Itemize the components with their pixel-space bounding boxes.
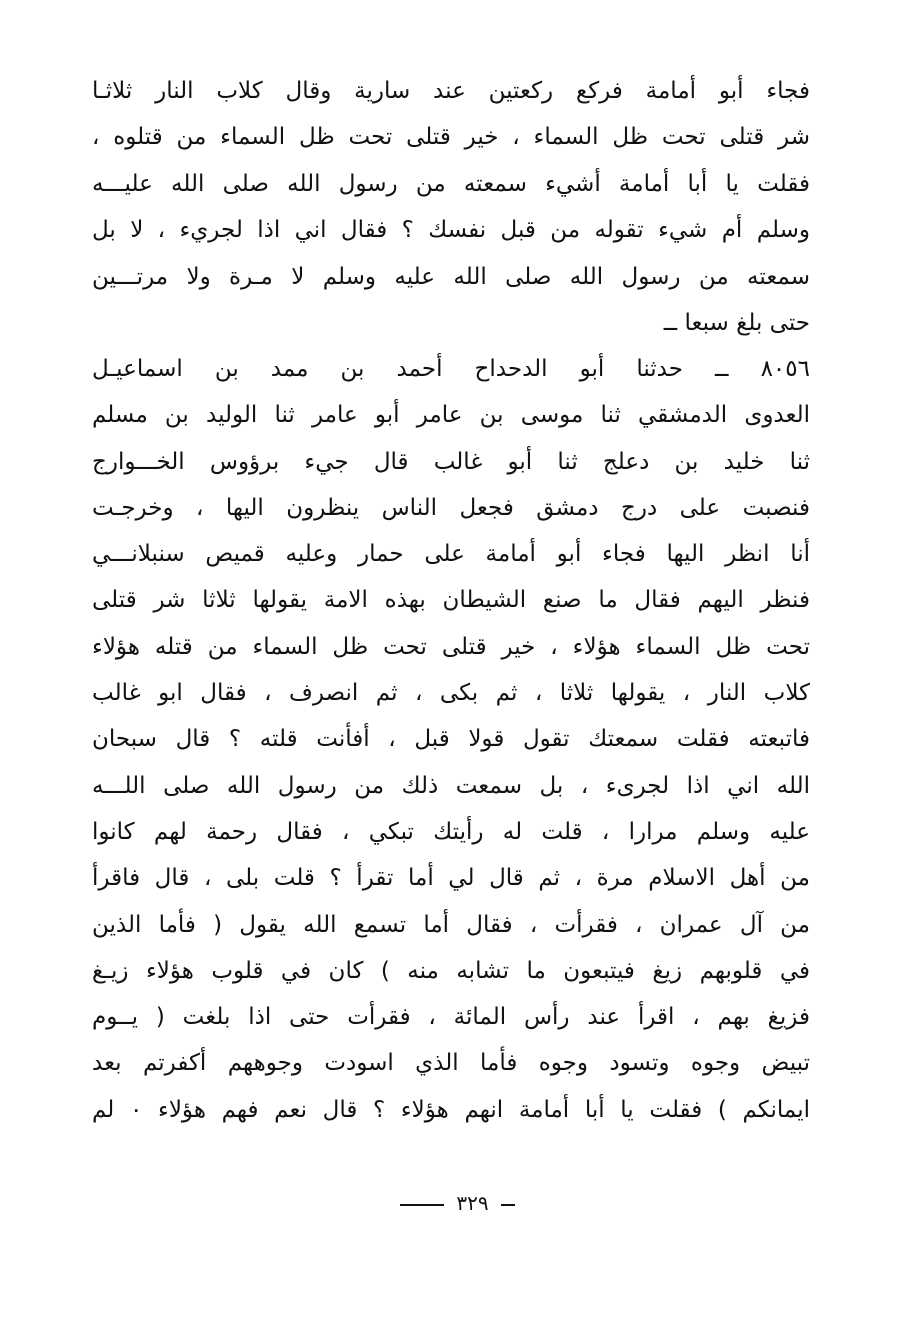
- text-line: شر قتلى تحت ظل السماء ، خير قتلى تحت ظل السماء من قتلوه ،: [92, 124, 810, 151]
- text-line: فزيغ بهم ، اقرأ عند رأس المائة ، فقرأت حتى اذا بلغت ( يــوم: [92, 1004, 810, 1031]
- text-line: تحت ظل السماء هؤلاء ، خير قتلى تحت ظل السماء من قتله هؤلاء: [92, 633, 810, 660]
- text-line: الله اني اذا لجرىء ، بل سمعت ذلك من رسول الله صلى اللـــه: [92, 772, 810, 799]
- text-line: وسلم أم شيء تقوله من قبل نفسك ؟ فقال اني اذا لجريء ، لا بل: [92, 217, 810, 244]
- text-line: ثنا خليد بن دعلج ثنا أبو غالب قال جيء برؤوس الخـــوارج: [92, 448, 810, 475]
- page-number: ٣٢٩: [456, 1191, 489, 1215]
- text-line: فقلت يا أبا أمامة أشيء سمعته من رسول الله صلى الله عليـــه: [92, 170, 810, 197]
- text-line: من أهل الاسلام مرة ، ثم قال لي أما تقرأ ؟ قلت بلى ، قال فاقرأ: [92, 865, 810, 892]
- footer-dash-left: [400, 1204, 444, 1206]
- text-line: العدوى الدمشقي ثنا موسى بن عامر أبو عامر ثنا الوليد بن مسلم: [92, 402, 810, 429]
- text-line: في قلوبهم زيغ فيتبعون ما تشابه منه ) كان في قلوب هؤلاء زيـغ: [92, 957, 810, 984]
- text-line: ٨٠٥٦ ــ حدثنا أبو الدحداح أحمد بن ممد بن اسماعيـل: [92, 356, 810, 382]
- text-line: كلاب النار ، يقولها ثلاثا ، ثم بكى ، ثم انصرف ، فقال ابو غالب: [92, 680, 810, 707]
- text-line: سمعته من رسول الله صلى الله عليه وسلم لا مـرة ولا مرتـــين: [92, 263, 810, 290]
- text-line: أنا انظر اليها فجاء أبو أمامة على حمار وعليه قميص سنبلانـــي: [92, 541, 810, 568]
- text-line: فنصبت على درج دمشق فجعل الناس ينظرون اليها ، وخرجـت: [92, 494, 810, 521]
- paragraph-2: [92, 346, 810, 1133]
- text-line: حتى بلغ سبعا ــ: [663, 309, 810, 336]
- text-line: تبيض وجوه وتسود وجوه فأما الذي اسودت وجوههم أكفرتم بعد: [92, 1050, 810, 1077]
- text-line: فاتبعته فقلت سمعتك تقول قولا قبل ، أفأنت قلته ؟ قال سبحان: [92, 726, 810, 753]
- footer-dash-right: [501, 1204, 515, 1206]
- paragraph-1: [92, 68, 810, 346]
- text-line: فنظر اليهم فقال ما صنع الشيطان بهذه الامة يقولها ثلاثا شر قتلى: [92, 587, 810, 614]
- page-footer: [0, 1188, 915, 1218]
- text-line: فجاء أبو أمامة فركع ركعتين عند سارية وقال كلاب النار ثلاثـا: [92, 78, 810, 104]
- text-line: عليه وسلم مرارا ، قلت له رأيتك تبكي ، فقال رحمة لهم كانوا: [92, 818, 810, 845]
- text-line: من آل عمران ، فقرأت ، فقال أما تسمع الله يقول ( فأما الذين: [92, 911, 810, 938]
- text-line: ايمانكم ) فقلت يا أبا أمامة انهم هؤلاء ؟ قال نعم فهم هؤلاء ٠ لم: [92, 1096, 810, 1123]
